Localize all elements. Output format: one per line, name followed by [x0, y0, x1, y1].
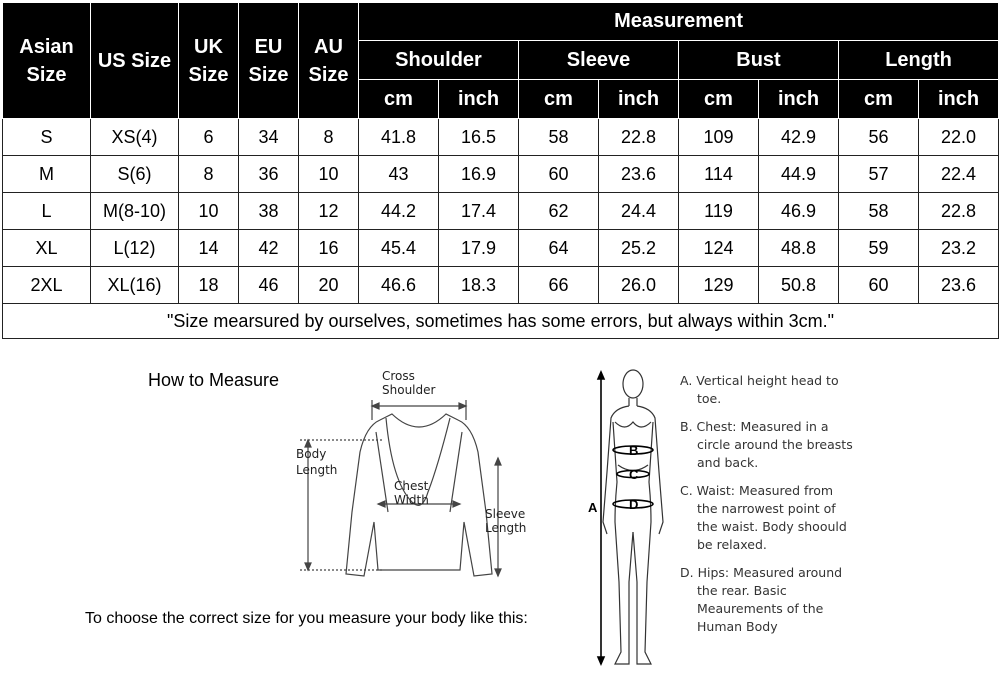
table-cell: 114 — [679, 156, 759, 193]
definition-a: A. Vertical height head to toe. — [680, 373, 839, 406]
table-cell: 6 — [179, 119, 239, 156]
measurement-definitions — [680, 372, 855, 646]
header-length: Length — [839, 41, 999, 80]
table-cell: 34 — [239, 119, 299, 156]
table-cell: 42.9 — [759, 119, 839, 156]
table-cell: 45.4 — [359, 230, 439, 267]
table-cell: 24.4 — [599, 193, 679, 230]
table-cell: 25.2 — [599, 230, 679, 267]
header-us-size: US Size — [91, 3, 179, 119]
table-cell: 64 — [519, 230, 599, 267]
table-cell: 22.8 — [919, 193, 999, 230]
table-cell: 58 — [839, 193, 919, 230]
header-eu-size: EU Size — [239, 3, 299, 119]
header-unit-cm: cm — [839, 80, 919, 119]
definition-b: B. Chest: Measured in a circle around the breasts and back. — [680, 419, 853, 470]
body-label-d: D — [629, 497, 639, 512]
table-cell: XL — [3, 230, 91, 267]
table-cell: 16.5 — [439, 119, 519, 156]
table-cell: 12 — [299, 193, 359, 230]
label-sleeve-length-1: Sleeve — [485, 507, 526, 521]
header-unit-inch: inch — [919, 80, 999, 119]
header-asian-size: Asian Size — [3, 3, 91, 119]
table-cell: 46 — [239, 267, 299, 304]
label-chest-width-2: Width — [394, 493, 429, 507]
table-cell: XL(16) — [91, 267, 179, 304]
table-row — [3, 230, 999, 267]
table-cell: M(8-10) — [91, 193, 179, 230]
table-cell: 23.6 — [599, 156, 679, 193]
body-measure-figure — [585, 362, 675, 684]
table-cell: 16.9 — [439, 156, 519, 193]
header-unit-inch: inch — [599, 80, 679, 119]
table-cell: 23.2 — [919, 230, 999, 267]
size-chart-table — [2, 2, 999, 339]
definition-c: C. Waist: Measured from the narrowest point of the waist. Body shoould be relaxed. — [680, 483, 847, 552]
table-cell: S(6) — [91, 156, 179, 193]
table-cell: 48.8 — [759, 230, 839, 267]
table-cell: 26.0 — [599, 267, 679, 304]
table-cell: 23.6 — [919, 267, 999, 304]
label-body-length-2: Length — [296, 463, 338, 477]
table-cell: 46.6 — [359, 267, 439, 304]
table-row — [3, 119, 999, 156]
choose-size-instruction: To choose the correct size for you measure your body like this: — [85, 610, 528, 627]
table-cell: 2XL — [3, 267, 91, 304]
table-cell: 129 — [679, 267, 759, 304]
table-cell: 59 — [839, 230, 919, 267]
table-cell: 17.4 — [439, 193, 519, 230]
label-chest-width-1: Chest — [394, 479, 429, 493]
body-label-a: A — [588, 500, 598, 515]
table-cell: 10 — [179, 193, 239, 230]
table-cell: 18 — [179, 267, 239, 304]
header-unit-cm: cm — [519, 80, 599, 119]
label-cross-shoulder-1: Cross — [382, 369, 415, 383]
table-cell: 42 — [239, 230, 299, 267]
table-cell: 43 — [359, 156, 439, 193]
label-sleeve-length-2: Length — [485, 521, 527, 535]
header-measurement: Measurement — [359, 3, 999, 41]
table-cell: M — [3, 156, 91, 193]
body-label-c: C — [629, 467, 639, 482]
table-cell: 57 — [839, 156, 919, 193]
table-cell: 58 — [519, 119, 599, 156]
table-row — [3, 156, 999, 193]
header-uk-size: UK Size — [179, 3, 239, 119]
header-unit-cm: cm — [679, 80, 759, 119]
table-cell: 119 — [679, 193, 759, 230]
table-cell: L(12) — [91, 230, 179, 267]
table-cell: 38 — [239, 193, 299, 230]
table-cell: 8 — [299, 119, 359, 156]
table-cell: 14 — [179, 230, 239, 267]
how-to-measure-section — [0, 338, 1000, 685]
table-cell: 22.4 — [919, 156, 999, 193]
body-label-b: B — [629, 443, 639, 458]
table-cell: 41.8 — [359, 119, 439, 156]
measurement-note: "Size mearsured by ourselves, sometimes has some errors, but always within 3cm." — [3, 304, 999, 339]
how-to-measure-title: How to Measure — [148, 370, 280, 390]
label-body-length-1: Body — [296, 447, 327, 461]
table-cell: S — [3, 119, 91, 156]
table-row — [3, 267, 999, 304]
table-row — [3, 193, 999, 230]
table-cell: 62 — [519, 193, 599, 230]
table-cell: 10 — [299, 156, 359, 193]
table-cell: 22.8 — [599, 119, 679, 156]
table-cell: 109 — [679, 119, 759, 156]
table-cell: XS(4) — [91, 119, 179, 156]
table-cell: 18.3 — [439, 267, 519, 304]
table-note-row — [3, 304, 999, 339]
definition-d: D. Hips: Measured around the rear. Basic Meaurements of the Human Body — [680, 565, 843, 634]
header-unit-cm: cm — [359, 80, 439, 119]
table-cell: 44.9 — [759, 156, 839, 193]
table-cell: 46.9 — [759, 193, 839, 230]
table-cell: 44.2 — [359, 193, 439, 230]
label-cross-shoulder-2: Shoulder — [382, 383, 436, 397]
header-shoulder: Shoulder — [359, 41, 519, 80]
table-cell: 16 — [299, 230, 359, 267]
table-cell: 8 — [179, 156, 239, 193]
garment-measure-diagram — [290, 362, 550, 592]
header-unit-inch: inch — [439, 80, 519, 119]
table-cell: 17.9 — [439, 230, 519, 267]
header-sleeve: Sleeve — [519, 41, 679, 80]
table-cell: 124 — [679, 230, 759, 267]
table-cell: 22.0 — [919, 119, 999, 156]
table-cell: 60 — [519, 156, 599, 193]
header-au-size: AU Size — [299, 3, 359, 119]
header-bust: Bust — [679, 41, 839, 80]
table-cell: 56 — [839, 119, 919, 156]
table-cell: 20 — [299, 267, 359, 304]
header-unit-inch: inch — [759, 80, 839, 119]
table-cell: 50.8 — [759, 267, 839, 304]
table-cell: 66 — [519, 267, 599, 304]
table-cell: L — [3, 193, 91, 230]
table-cell: 36 — [239, 156, 299, 193]
table-cell: 60 — [839, 267, 919, 304]
